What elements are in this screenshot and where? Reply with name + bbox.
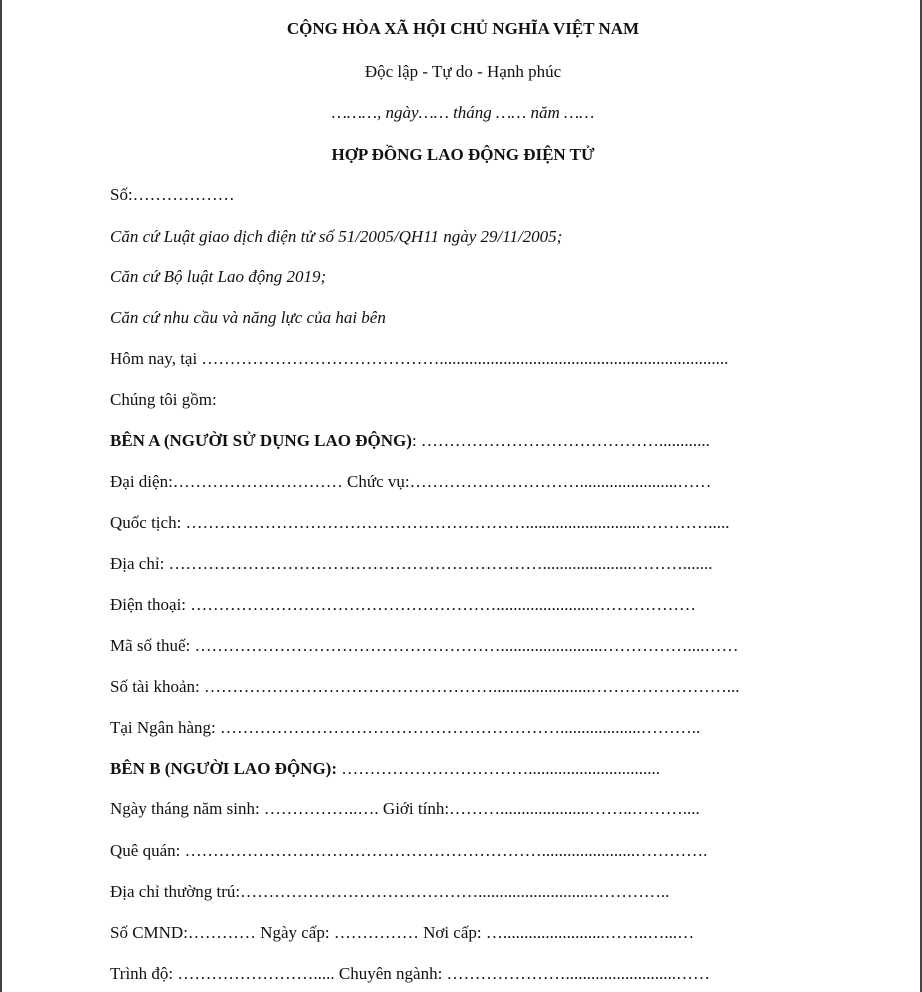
party-a-heading-line [110, 431, 710, 451]
document-title: HỢP ĐỒNG LAO ĐỘNG ĐIỆN TỬ [331, 145, 595, 164]
legal-basis-1: Căn cứ Luật giao dịch điện tử số 51/2005/QH11 ngày 29/11/2005; [110, 227, 563, 246]
we-include: Chúng tôi gồm: [110, 390, 217, 409]
legal-basis-2: Căn cứ Bộ luật Lao động 2019; [110, 267, 327, 286]
party-b-hometown: Quê quán: ………………………………………………………......................…………. [110, 841, 708, 860]
party-b-education: Trình độ: ……………………..... Chuyên ngành: …………………..........................…… [110, 964, 711, 983]
party-a-bank: Tại Ngân hàng: ……………………………………………………...................……….. [110, 718, 701, 737]
party-b-id-card: Số CMND:………… Ngày cấp: …………… Nơi cấp: …........................……..…...… [110, 923, 695, 942]
legal-basis-3: Căn cứ nhu cầu và năng lực của hai bên [110, 308, 386, 327]
party-b-birth-gender: Ngày tháng năm sinh: ……………..…. Giới tính:……….....................……..……….... [110, 799, 700, 818]
nation-header: CỘNG HÒA XÃ HỘI CHỦ NGHĨA VIỆT NAM [286, 19, 640, 38]
motto: Độc lập - Tự do - Hạnh phúc [364, 62, 562, 81]
contract-number: Số:……………… [110, 185, 235, 204]
today-at: Hôm nay, tại …………………………………….................................................................... [110, 349, 729, 368]
party-a-address: Địa chỉ: ………………………………………………………….....................………....... [110, 554, 713, 573]
party-b-permanent-address: Địa chỉ thường trú:……………………………………...........................………….. [110, 882, 670, 901]
party-b-heading-fill: ……………………………............................... [337, 759, 660, 778]
party-a-nationality: Quốc tịch: ……………………………………………………...........................…………..... [110, 513, 730, 532]
party-b-heading-line [110, 759, 660, 779]
party-a-representative: Đại diện:………………………… Chức vụ:………………………….......................…… [110, 472, 712, 491]
party-a-heading-fill: : ……………………………………............ [411, 431, 710, 450]
party-a-heading: BÊN A (NGƯỜI SỬ DỤNG LAO ĐỘNG) [110, 431, 412, 450]
party-a-account-number: Số tài khoản: …………………………………………….......................……………………... [110, 677, 740, 696]
party-a-phone: Điện thoại: ……………………………………………….......................……………… [110, 595, 697, 614]
date-line: ………, ngày…… tháng …… năm …… [331, 103, 595, 122]
party-b-heading: BÊN B (NGƯỜI LAO ĐỘNG): [110, 759, 337, 778]
party-a-tax-code: Mã số thuế: ………………………………………………........................……………....…… [110, 636, 739, 655]
